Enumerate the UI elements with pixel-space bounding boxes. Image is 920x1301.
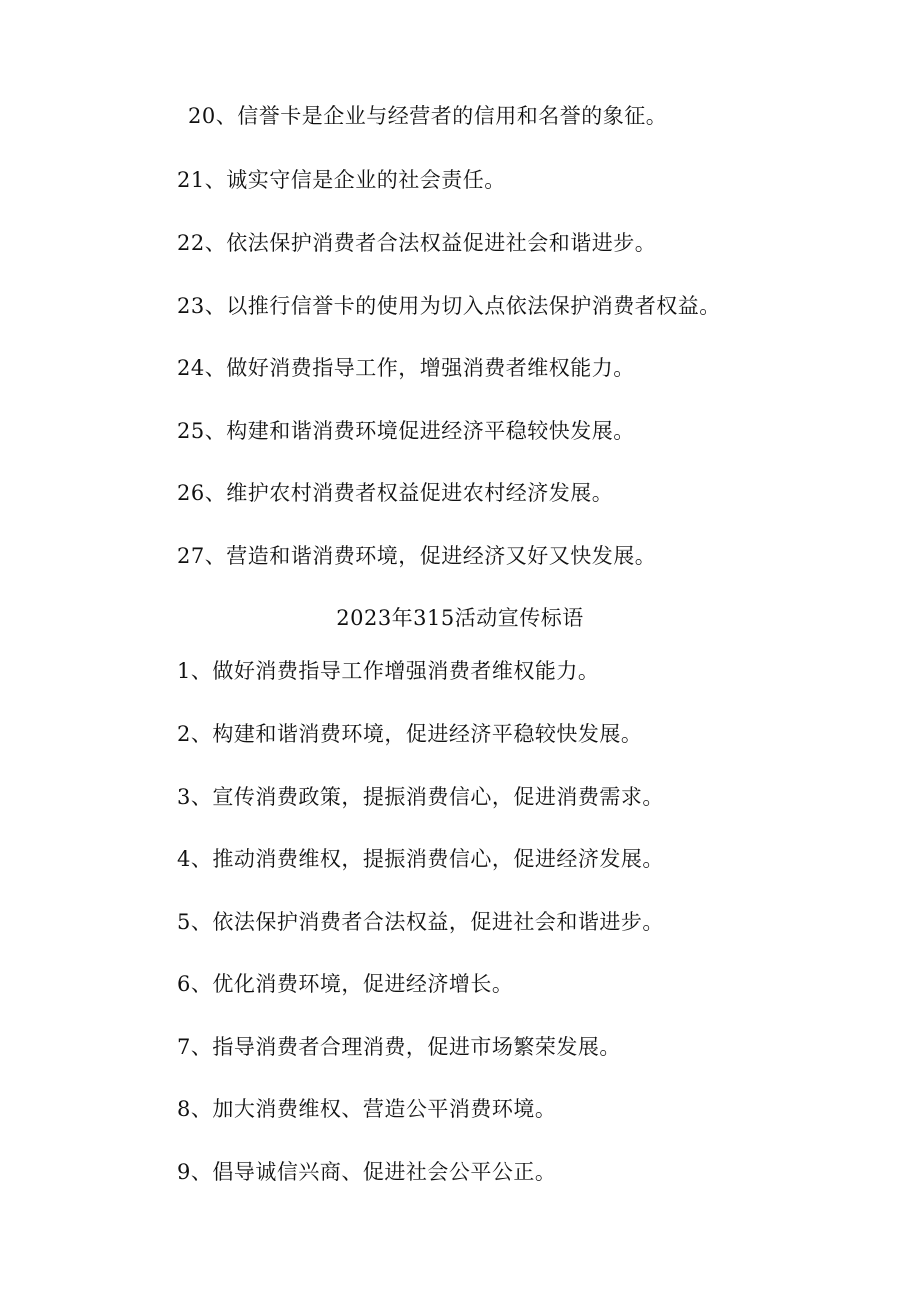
slogan-item: 2、构建和谐消费环境，促进经济平稳较快发展。 [177,722,643,746]
slogan-item: 4、推动消费维权，提振消费信心，促进经济发展。 [177,847,664,871]
slogan-item: 8、加大消费维权、营造公平消费环境。 [177,1097,557,1121]
slogan-item: 25、构建和谐消费环境促进经济平稳较快发展。 [177,419,635,443]
slogan-item: 23、以推行信誉卡的使用为切入点依法保护消费者权益。 [177,294,721,318]
slogan-item: 22、依法保护消费者合法权益促进社会和谐进步。 [177,231,657,255]
slogan-item: 3、宣传消费政策，提振消费信心，促进消费需求。 [177,785,664,809]
slogan-item: 27、营造和谐消费环境，促进经济又好又快发展。 [177,544,657,568]
section-heading: 2023年315活动宣传标语 [336,606,584,630]
slogan-item: 9、倡导诚信兴商、促进社会公平公正。 [177,1160,557,1184]
slogan-item: 1、做好消费指导工作增强消费者维权能力。 [177,659,600,683]
slogan-item: 26、维护农村消费者权益促进农村经济发展。 [177,481,614,505]
slogan-item: 24、做好消费指导工作，增强消费者维权能力。 [177,356,635,380]
slogan-item: 6、优化消费环境，促进经济增长。 [177,972,514,996]
slogan-item: 21、诚实守信是企业的社会责任。 [177,168,506,192]
slogan-item: 7、指导消费者合理消费，促进市场繁荣发展。 [177,1035,621,1059]
slogan-item: 20、信誉卡是企业与经营者的信用和名誉的象征。 [188,104,668,128]
slogan-item: 5、依法保护消费者合法权益，促进社会和谐进步。 [177,910,664,934]
